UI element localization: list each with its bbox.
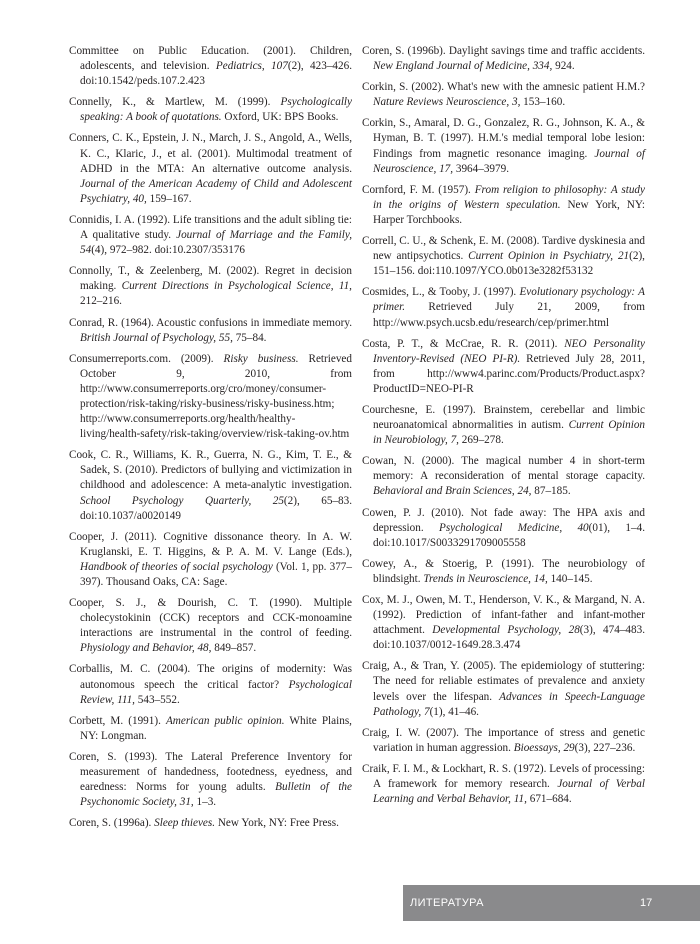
reference-details: New York, NY: Free Press. [215, 817, 339, 830]
reference-details: 3964–3979. [453, 162, 509, 175]
reference-text: Corkin, S. (2002). What's new with the amnesic patient H.M.? [362, 81, 645, 94]
reference-text: Cooper, S. J., & Dourish, C. T. (1990). Multiple cholecystokinin (CCK) receptors and CCK-monoamine interactions are instrumental in the control of feeding. [69, 597, 352, 640]
reference-source: American public opinion. [165, 714, 285, 727]
reference-text: Craig, A., & Tran, Y. (2005). The epidemiology of stuttering: The need for reliable estimates of prevalence and anxiety levels over the lifespan. [362, 660, 645, 703]
reference-text: Courchesne, E. (1997). Brainstem, cerebellar and limbic neuroanatomical abnormalities in autism. [362, 403, 645, 432]
reference-text: Corbett, M. (1991). [69, 714, 166, 727]
reference-details: 849–857. [211, 642, 257, 655]
references-right-column [362, 44, 645, 813]
reference-details: New York, NY: Harper Torchbooks. [373, 198, 645, 226]
references-left-column [69, 44, 352, 837]
reference-source: Behavioral and Brain Sciences, 24, [373, 485, 532, 498]
reference-source: Bioessays, 29 [513, 741, 575, 754]
reference-source: Sleep thieves. [154, 817, 216, 830]
reference-entry [362, 506, 645, 551]
reference-text: Coren, S. (1996a). [69, 817, 155, 830]
reference-source: Risky business. [223, 352, 299, 365]
reference-text: Cox, M. J., Owen, M. T., Henderson, V. K., & Margand, N. A. (1992). Prediction of infant-father and infant-mother attachment. [362, 594, 645, 637]
reference-entry [69, 448, 352, 523]
reference-entry [69, 530, 352, 590]
reference-details: 140–145. [547, 572, 593, 585]
page-footer [0, 885, 700, 921]
reference-details: (2), 151–156. doi:110.1097/YCO.0b013e3282f53132 [373, 250, 645, 278]
reference-source: Psychological Medicine, 40 [438, 521, 589, 534]
reference-text: Costa, P. T., & McCrae, R. R. (2011). [362, 337, 565, 350]
reference-source: Trends in Neuroscience, 14, [423, 572, 548, 585]
reference-entry [362, 44, 645, 74]
reference-details: 671–684. [526, 793, 572, 806]
reference-entry [69, 714, 352, 744]
reference-entry [362, 454, 645, 499]
reference-source: Advances in Speech-Language Pathology, 7 [373, 690, 645, 718]
reference-text: Connolly, T., & Zeelenberg, M. (2002). Regret in decision making. [69, 265, 352, 293]
reference-entry [362, 659, 645, 719]
reference-text: Cowen, P. J. (2010). Not fade away: The HPA axis and depression. [362, 506, 645, 534]
reference-source: New England Journal of Medicine, 334, [373, 60, 553, 73]
reference-text: Cowan, N. (2000). The magical number 4 in short-term memory: A reconsideration of mental storage capacity. [362, 455, 645, 483]
reference-details: 153–160. [520, 96, 566, 109]
reference-text: Cooper, J. (2011). Cognitive dissonance theory. In A. W. Kruglanski, E. T. Higgins, & P. A. M. V. Lange (Eds.), [69, 530, 352, 558]
reference-source: Evolutionary psychology: A primer. [373, 286, 645, 314]
reference-details: Retrieved July 28, 2011, from http://www4.parinc.com/Products/Product.aspx?ProductID=NEO-PI-R [373, 352, 645, 395]
reference-text: Corkin, S., Amaral, D. G., Gonzalez, R. G., Johnson, K. A., & Hyman, B. T. (1997). H.M.'s medial temporal lobe lesion: Findings from magnetic resonance imaging. [362, 117, 645, 160]
reference-details: (4), 972–982. doi:10.2307/353176 [91, 244, 246, 257]
reference-source: Journal of Neuroscience, 17, [373, 147, 645, 175]
reference-entry [362, 557, 645, 587]
reference-text: Consumerreports.com. (2009). [69, 352, 224, 365]
reference-details: 1–3. [193, 796, 217, 809]
reference-details: Retrieved July 21, 2009, from http://www.psych.ucsb.edu/research/cep/primer.html [373, 301, 645, 329]
reference-text: Cosmides, L., & Tooby, J. (1997). [362, 286, 520, 299]
reference-text: Craig, I. W. (2007). The importance of stress and genetic variation in human aggression. [362, 726, 645, 754]
reference-entry [362, 116, 645, 176]
reference-details: (3), 227–236. [574, 741, 636, 754]
reference-source: Current Opinion in Psychiatry, 21 [468, 250, 630, 263]
reference-details: (2), 423–426. doi:10.1542/peds.107.2.423 [80, 60, 352, 88]
reference-source: Pediatrics, 107 [215, 60, 288, 73]
reference-text: Cowey, A., & Stoerig, P. (1991). The neurobiology of blindsight. [362, 557, 645, 585]
reference-text: Cook, C. R., Williams, K. R., Guerra, N. G., Kim, T. E., & Sadek, S. (2010). Predictors of bullying and victimization in childhood and adolescence: A meta-analytic investigation. [69, 449, 352, 492]
reference-entry [362, 726, 645, 756]
reference-entry [69, 213, 352, 258]
reference-source: School Psychology Quarterly, 25 [80, 494, 284, 507]
reference-source: Journal of the American Academy of Child and Adolescent Psychiatry, 40, [80, 177, 352, 205]
reference-text: Connidis, I. A. (1992). Life transitions and the adult sibling tie: A qualitative study. [69, 213, 352, 242]
reference-text: Connelly, K., & Martlew, M. (1999). [69, 96, 281, 109]
section-label: ЛИТЕРАТУРА [410, 897, 484, 909]
reference-entry [69, 662, 352, 707]
reference-details: (3), 474–483. doi:10.1037/0012-1649.28.3.474 [373, 624, 646, 652]
reference-entry [362, 183, 645, 228]
reference-details: White Plains, NY: Longman. [80, 714, 352, 742]
reference-source: Current Directions in Psychological Science, 11, [121, 280, 352, 293]
reference-source: Psychologically speaking: A book of quotations. [80, 96, 352, 124]
reference-entry [362, 234, 645, 279]
page-number: 17 [640, 897, 653, 909]
reference-entry [69, 750, 352, 810]
reference-text: Correll, C. U., & Schenk, E. M. (2008). Tardive dyskinesia and new antipsychotics. [362, 235, 646, 263]
reference-entry [69, 95, 352, 125]
reference-details: 543–552. [134, 693, 180, 706]
reference-source: Nature Reviews Neuroscience, 3, [373, 96, 521, 109]
reference-entry [69, 316, 352, 346]
reference-details: 212–216. [80, 295, 122, 308]
reference-details: 269–278. [458, 434, 504, 447]
reference-text: Corballis, M. C. (2004). The origins of modernity: Was autonomous speech the critical factor? [69, 663, 352, 691]
reference-text: Coren, S. (1993). The Lateral Preference Inventory for measurement of handedness, footedness, eyedness, and earedness: Norms for young adults. [69, 750, 352, 794]
reference-source: British Journal of Psychology, 55, [80, 331, 233, 344]
reference-details: Oxford, UK: BPS Books. [221, 111, 339, 124]
reference-entry [69, 264, 352, 309]
reference-text: Conrad, R. (1964). Acoustic confusions in immediate memory. [69, 316, 352, 329]
reference-source: Physiology and Behavior, 48, [80, 642, 212, 655]
reference-entry [362, 80, 645, 110]
reference-text: Cornford, F. M. (1957). [362, 183, 475, 196]
reference-source: Psychological Review, 111, [80, 678, 352, 706]
reference-text: Craik, F. I. M., & Lockhart, R. S. (1972). Levels of processing: A framework for memory research. [362, 762, 645, 791]
reference-source: NEO Personality Inventory-Revised (NEO PI-R). [373, 337, 645, 365]
reference-source: Journal of Verbal Learning and Verbal Behavior, 11, [373, 778, 645, 806]
reference-details: Retrieved October 9, 2010, from http://www.consumerreports.org/cro/money/consumer-protection/risk-taking/risky-business/risky-business.htm; http://www.consumerreports.org/health/healthy-living/health-safety/risk-taking/overview/risk-taking-ov.htm [80, 352, 352, 441]
reference-entry [69, 131, 352, 206]
reference-source: Handbook of theories of social psychology [80, 560, 273, 573]
reference-details: 924. [552, 60, 575, 73]
reference-source: Journal of Marriage and the Family, 54 [80, 229, 352, 257]
reference-entry [362, 285, 645, 330]
reference-text: Conners, C. K., Epstein, J. N., March, J. S., Angold, A., Wells, K. C., Klaric, J., et al. (2001). Multimodal treatment of ADHD in the MTA: An alternative outcome analysis. [69, 132, 352, 175]
reference-entry [69, 816, 352, 831]
reference-source: Bulletin of the Psychonomic Society, 31, [80, 781, 352, 809]
reference-source: From religion to philosophy: A study in the origins of Western speculation. [373, 183, 645, 211]
reference-entry [69, 352, 352, 443]
reference-details: 159–167. [146, 192, 192, 205]
reference-details: 87–185. [531, 485, 571, 498]
reference-source: Developmental Psychology, 28 [432, 624, 580, 637]
reference-entry [362, 403, 645, 448]
reference-details: (2), 65–83. doi:10.1037/a0020149 [80, 494, 352, 522]
reference-entry [362, 593, 645, 653]
reference-entry [69, 44, 352, 89]
reference-entry [69, 596, 352, 656]
reference-details: (1), 41–46. [429, 705, 479, 718]
reference-details: (Vol. 1, pp. 377–397). Thousand Oaks, CA: Sage. [80, 560, 352, 588]
reference-text: Committee on Public Education. (2001). Children, adolescents, and television. [69, 45, 352, 73]
reference-entry [362, 762, 645, 807]
reference-source: Current Opinion in Neurobiology, 7, [373, 419, 646, 447]
reference-text: Coren, S. (1996b). Daylight savings time and traffic accidents. [362, 45, 645, 57]
reference-details: 75–84. [232, 331, 267, 344]
reference-entry [362, 337, 645, 397]
reference-details: (01), 1–4. doi:10.1017/S0033291709005558 [373, 521, 645, 549]
